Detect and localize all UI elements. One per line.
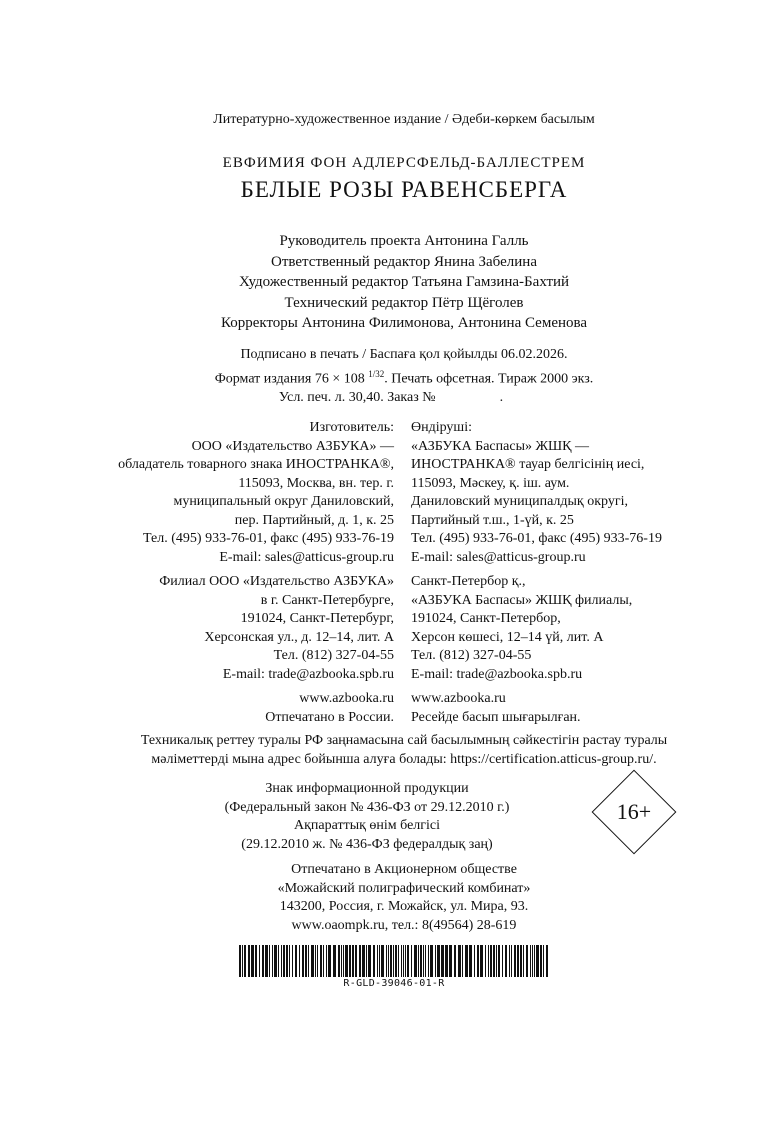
publisher-column-russian: Изготовитель: ООО «Издательство АЗБУКА» — обладатель товарного знака ИНОСТРАНКА®, 115093, Москва, вн. тер. г. муниципальный округ Даниловский, пер. Партийный, д. 1, к. 25 Тел. (495) 933-76-01, факс (495) 933-76-19 E-mail: sales@atticus-group.ru Филиал ООО «Издательство АЗБУКА» в г. Санкт-Петербурге, 191024, Санкт-Петербург, Херсонская ул., д. 12–14, лит. А Тел. (812) 327-04-55 E-mail: trade@azbooka.spb.ru www.azbooka.ru Отпечатано в России. (118, 420, 394, 725)
barcode-text: R-GLD-39046-01-R (343, 978, 445, 989)
staff-project-lead: Руководитель проекта Антонина Галль (279, 233, 529, 249)
staff-list (0, 231, 768, 334)
genre-line: Литературно-художественное издание / Әдеби-көркем басылым (213, 112, 595, 127)
sheets-order: Усл. печ. л. 30,40. Заказ № . (278, 389, 504, 405)
age-rating: 16+ (616, 799, 652, 824)
format-line: Формат издания 76 × 108 $^{1/32}$. Печать офсетная. Тираж 2000 экз. (214, 368, 594, 387)
format-fraction: 1/32 (368, 368, 385, 379)
signed-date: Подписано в печать / Баспаға қол қойылды 06.02.2026. (240, 347, 568, 362)
publisher-column-kazakh: Өндіруші: «АЗБУКА Баспасы» ЖШҚ — ИНОСТРАНКА® тауар белгісінің иесі, 115093, Мәскеу, қ. іш. аум. Даниловский муниципалдық округі, Партийный т.ш., 1-үй, к. 25 Тел. (495) 933-76-01, факс (495) 933-76-19 E-mail: sales@atticus-group.ru Санкт-Петербор қ., «АЗБУКА Баспасы» ЖШҚ филиалы, 191024, Санкт-Петербор, Херсон көшесі, 12–14 үй, лит. А Тел. (812) 327-04-55 E-mail: trade@azbooka.spb.ru www.azbooka.ru Ресейде басып шығарылған. (411, 420, 662, 725)
staff-editor: Ответственный редактор Янина Забелина (271, 253, 537, 270)
print-info (0, 346, 768, 407)
staff-art-editor: Художественный редактор Татьяна Гамзина-Бахтий (238, 274, 570, 290)
printer-info: Отпечатано в Акционерном обществе «Можайский полиграфический комбинат» 143200, Россия, г. Можайск, ул. Мира, 93. www.oaompk.ru, тел.: 8(49564) 28-619 (277, 862, 531, 933)
tech-regulation-notice: Техникалық реттеу туралы РФ заңнамасына сай басылымның сәйкестігін растау туралы мәліметтерді мына адрес бойынша алуға болады: https://certification.atticus-group.ru/. (140, 733, 668, 767)
info-product-sign: Знак информационной продукции (Федеральный закон № 436-ФЗ от 29.12.2010 г.) Ақпараттық өнім белгісі (29.12.2010 ж. № 436-ФЗ федералдық заң) (224, 781, 510, 852)
staff-tech-editor: Технический редактор Пётр Щёголев (284, 294, 524, 311)
barcode-icon (238, 945, 550, 977)
author-name: ЕВФИМИЯ ФОН АДЛЕРСФЕЛЬД-БАЛЛЕСТРЕМ (222, 155, 586, 171)
book-title: БЕЛЫЕ РОЗЫ РАВЕНСБЕРГА (240, 177, 568, 202)
staff-proofreaders: Корректоры Антонина Филимонова, Антонина Семенова (220, 315, 588, 331)
